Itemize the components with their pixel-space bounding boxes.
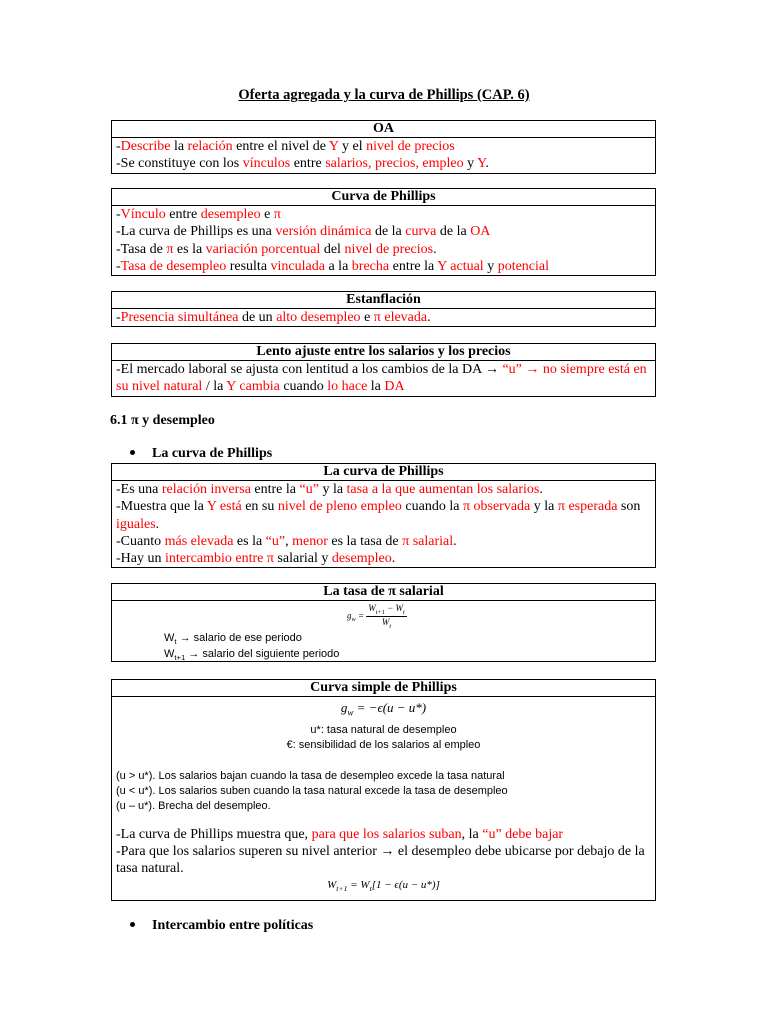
cp-line-2: -La curva de Phillips es una versión dinámica de la curva de la OA [116, 224, 491, 240]
lento-line-1: -El mercado laboral se ajusta con lentitud a los cambios de la DA → “u” → no siempre está en su nivel natural / la Y cambia cuando lo hace la DA [116, 362, 647, 395]
oa-content [112, 138, 655, 173]
tasa-salarial-box [111, 583, 656, 662]
bullet-curva-phillips: La curva de Phillips [130, 446, 272, 462]
formula-fraction: $\frac{W_{t+1} - W_t}{W_t}$ [368, 603, 405, 630]
oa-line-1: -Describe la relación entre el nivel de Y y el nivel de precios [116, 139, 455, 154]
estanflacion-content [112, 309, 655, 326]
ustar-definition: u*: tasa natural de desempleo [310, 723, 457, 736]
oa-line-2: -Se constituye con los vínculos entre salarios, precios, empleo y Y. [116, 156, 489, 172]
case-3: (u – u*). Brecha del desempleo. [116, 799, 271, 812]
lcp-line-4: -Hay un intercambio entre π salarial y desempleo. [116, 551, 396, 567]
est-line-1: -Presencia simultánea de un alto desempleo e π elevada. [116, 310, 431, 325]
lento-ajuste-box [111, 343, 656, 397]
simple-line-2: -Para que los salarios superen su nivel anterior → el desempleo debe ubicarse por debajo de la tasa natural. [116, 843, 645, 877]
wt-definition: $W_t$ → salario de ese periodo [164, 632, 302, 647]
cp-line-3: -Tasa de π es la variación porcentual del nivel de precios. [116, 241, 437, 257]
bullet-dot-icon [130, 922, 135, 927]
simple-line-1: -La curva de Phillips muestra que, para que los salarios suban, la “u” debe bajar [116, 826, 564, 842]
lento-ajuste-content [112, 361, 655, 396]
curva-simple-box [111, 679, 656, 901]
curva-simple-header: Curva simple de Phillips [112, 680, 655, 697]
oa-header: OA [112, 121, 655, 138]
page-title: Oferta agregada y la curva de Phillips (CAP. 6) [238, 87, 530, 103]
epsilon-definition: €: sensibilidad de los salarios al empleo [286, 738, 481, 751]
curva-phillips-box [111, 188, 656, 276]
section-heading: 6.1 π y desempleo [110, 413, 215, 428]
lcp-line-3: -Cuanto más elevada es la “u”, menor es la tasa de π salarial. [116, 533, 457, 549]
case-2: (u < u*). Los salarios suben cuando la tasa natural excede la tasa de desempleo [116, 784, 508, 797]
simple-formula: $g_w = -\epsilon(u - u*)$ [340, 700, 427, 718]
la-curva-phillips-header: La curva de Phillips [112, 464, 655, 481]
cp-line-1: -Vínculo entre desempleo e π [116, 207, 281, 222]
wage-dynamics-formula: $W_{t+1} = W_t[1 - \epsilon(u - u*)]$ [327, 879, 440, 894]
oa-box [111, 120, 656, 174]
lcp-line-2: -Muestra que la Y está en su nivel de pleno empleo cuando la π observada y la π esperada son iguales. [116, 499, 641, 532]
case-1: (u > u*). Los salarios bajan cuando la tasa de desempleo excede la tasa natural [116, 769, 505, 782]
curva-phillips-content [112, 206, 655, 275]
estanflacion-box [111, 291, 656, 327]
tasa-salarial-header: La tasa de π salarial [112, 584, 655, 601]
wage-growth-formula: $g_w$ = $\frac{W_{t+1} - W_t}{W_t}$ [347, 603, 405, 630]
curva-phillips-header: Curva de Phillips [112, 189, 655, 206]
lcp-line-1: -Es una relación inversa entre la “u” y la tasa a la que aumentan los salarios. [116, 482, 543, 497]
tasa-salarial-content [112, 601, 655, 661]
wt1-definition: $W_{t+1}$ → salario del siguiente periodo [164, 648, 340, 663]
bullet-dot-icon [130, 450, 135, 455]
estanflacion-header: Estanflación [112, 292, 655, 309]
lento-ajuste-header: Lento ajuste entre los salarios y los precios [112, 344, 655, 361]
la-curva-phillips-box [111, 463, 656, 568]
la-curva-phillips-content [112, 481, 655, 567]
cp-line-4: -Tasa de desempleo resulta vinculada a la brecha entre la Y actual y potencial [116, 258, 550, 274]
bullet-intercambio: Intercambio entre políticas [130, 918, 313, 934]
